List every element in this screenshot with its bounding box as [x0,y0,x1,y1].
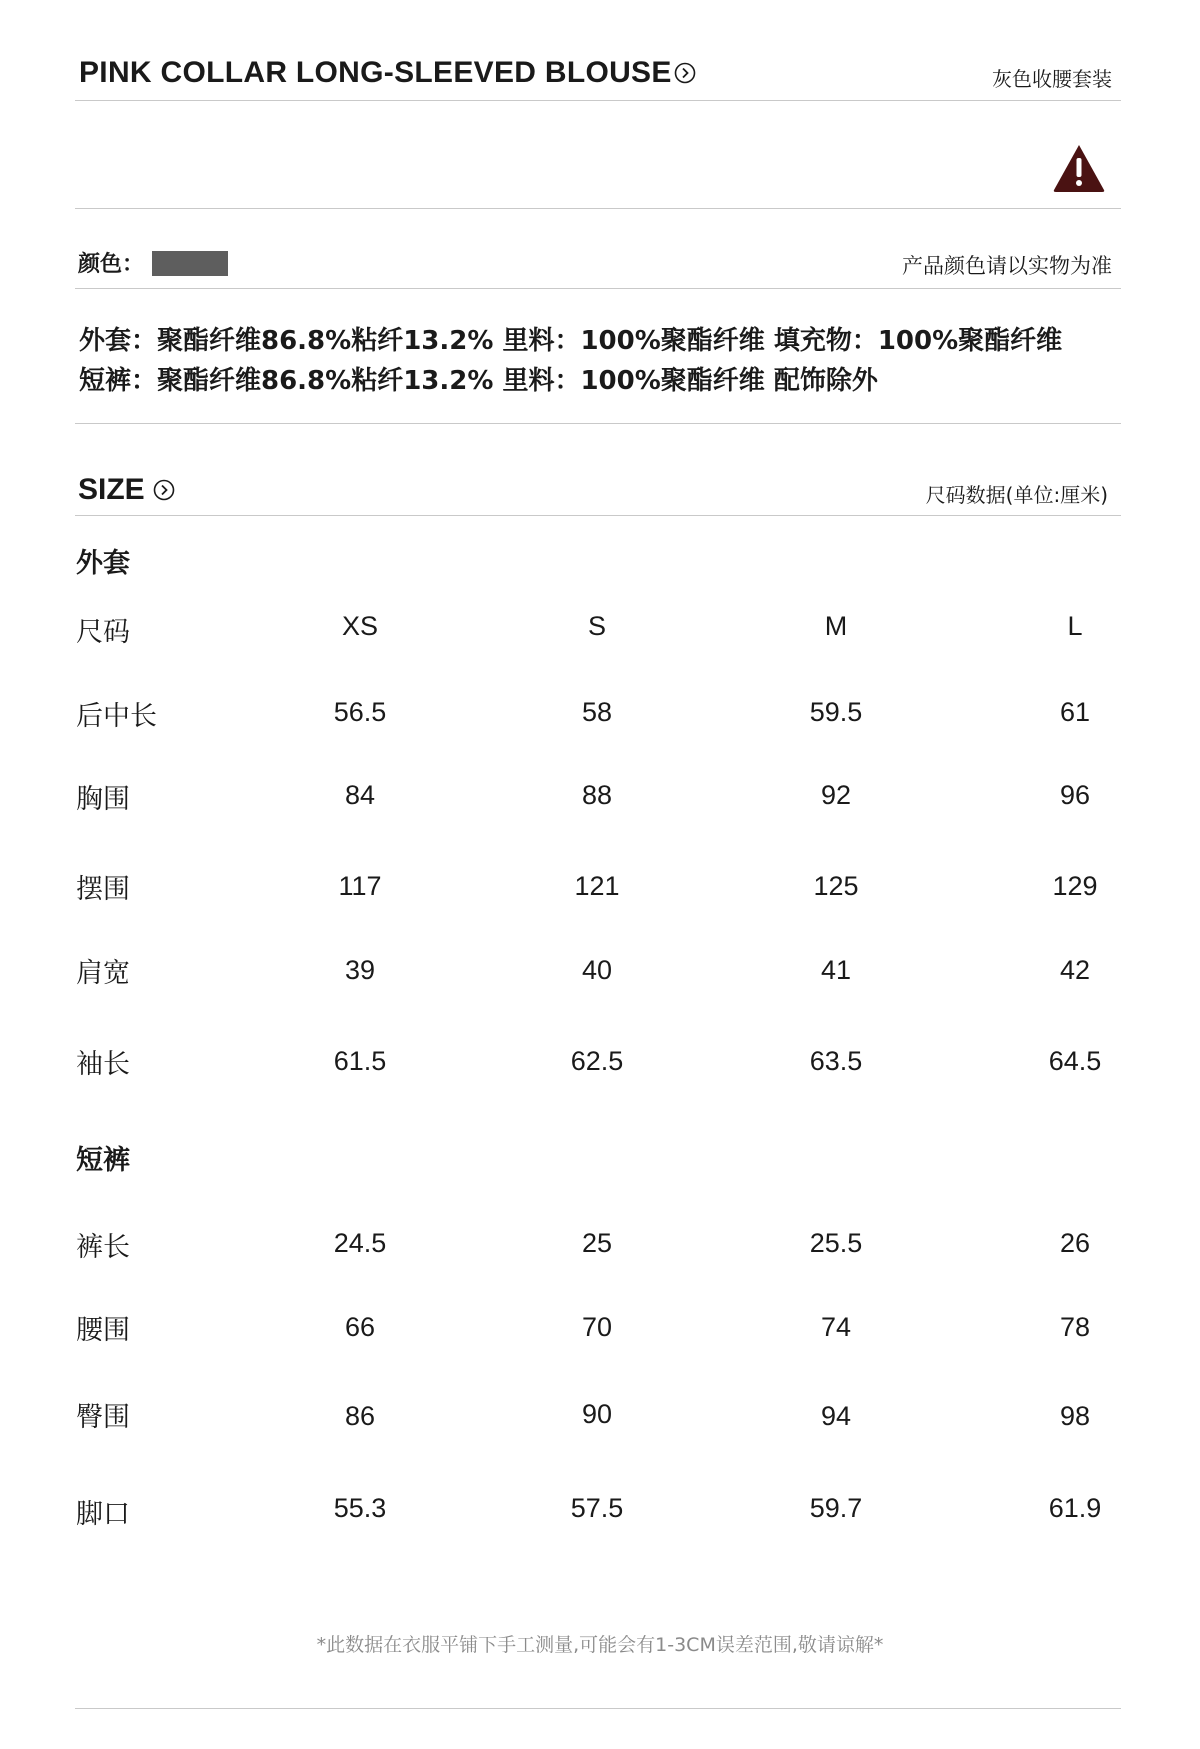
row-value: 61 [1059,697,1091,727]
chevron-circle-icon [674,62,696,84]
size-l: L [1067,611,1083,641]
row-value: 86 [344,1401,376,1431]
color-disclaimer: 产品颜色请以实物为准 [902,254,1112,278]
divider [75,423,1121,424]
section-shorts-title: 短裤 [76,1145,130,1176]
size-xs: XS [341,611,379,641]
row-value: 24.5 [333,1228,387,1258]
row-value: 90 [581,1399,613,1429]
row-value: 70 [581,1312,613,1342]
row-value: 39 [344,955,376,985]
size-title [78,473,175,507]
row-value: 58 [581,697,613,727]
row-value: 41 [820,955,852,985]
row-value: 59.7 [809,1493,863,1523]
row-value: 94 [820,1401,852,1431]
row-value: 62.5 [570,1046,624,1076]
row-value: 96 [1059,780,1091,810]
divider [75,1708,1121,1709]
fabric-shorts: 短裤：聚酯纤维86.8%粘纤13.2% 里料：100%聚酯纤维 配饰除外 [79,366,878,396]
size-m: M [824,611,848,641]
color-label: 颜色： [78,252,145,277]
row-value: 125 [813,871,859,901]
size-title-text: SIZE [78,473,145,506]
measurement-footnote: *此数据在衣服平铺下手工测量,可能会有1-3CM误差范围,敬请谅解* [316,1634,884,1656]
row-label: 胸围 [76,784,130,815]
row-value: 25.5 [809,1228,863,1258]
row-value: 64.5 [1048,1046,1102,1076]
divider [75,288,1121,289]
row-value: 63.5 [809,1046,863,1076]
row-label: 后中长 [76,701,157,732]
color-swatch [152,251,228,276]
unit-note: 尺码数据(单位:厘米) [925,483,1108,507]
fabric-jacket: 外套：聚酯纤维86.8%粘纤13.2% 里料：100%聚酯纤维 填充物：100%聚酯纤维 [79,326,1063,356]
row-value: 78 [1059,1312,1091,1342]
row-value: 55.3 [333,1493,387,1523]
row-value: 66 [344,1312,376,1342]
row-value: 98 [1059,1401,1091,1431]
divider [75,208,1121,209]
row-label: 脚口 [76,1499,130,1530]
row-value: 92 [820,780,852,810]
row-value: 42 [1059,955,1091,985]
row-value: 88 [581,780,613,810]
row-value: 117 [338,871,382,901]
size-s: S [587,611,606,641]
row-value: 61.9 [1048,1493,1102,1523]
row-value: 61.5 [333,1046,387,1076]
row-label: 腰围 [76,1315,130,1346]
row-value: 25 [581,1228,613,1258]
product-title [79,56,696,90]
divider [75,515,1121,516]
row-value: 57.5 [570,1493,624,1523]
row-label: 肩宽 [76,958,130,989]
size-label: 尺码 [76,617,130,648]
product-title-text: PINK COLLAR LONG-SLEEVED BLOUSE [79,56,672,89]
divider [75,100,1121,101]
product-subtitle: 灰色收腰套装 [992,67,1112,91]
row-value: 129 [1052,871,1098,901]
chevron-circle-icon [153,479,175,501]
row-value: 59.5 [809,697,863,727]
warning-triangle-icon [1052,143,1106,193]
row-label: 摆围 [76,874,130,905]
row-value: 56.5 [333,697,387,727]
row-value: 26 [1059,1228,1091,1258]
row-value: 40 [581,955,613,985]
row-value: 121 [574,871,620,901]
row-value: 74 [820,1312,852,1342]
row-value: 84 [344,780,376,810]
row-label: 臀围 [76,1402,130,1433]
section-jacket-title: 外套 [76,548,130,579]
row-label: 袖长 [76,1049,130,1080]
row-label: 裤长 [76,1232,130,1263]
